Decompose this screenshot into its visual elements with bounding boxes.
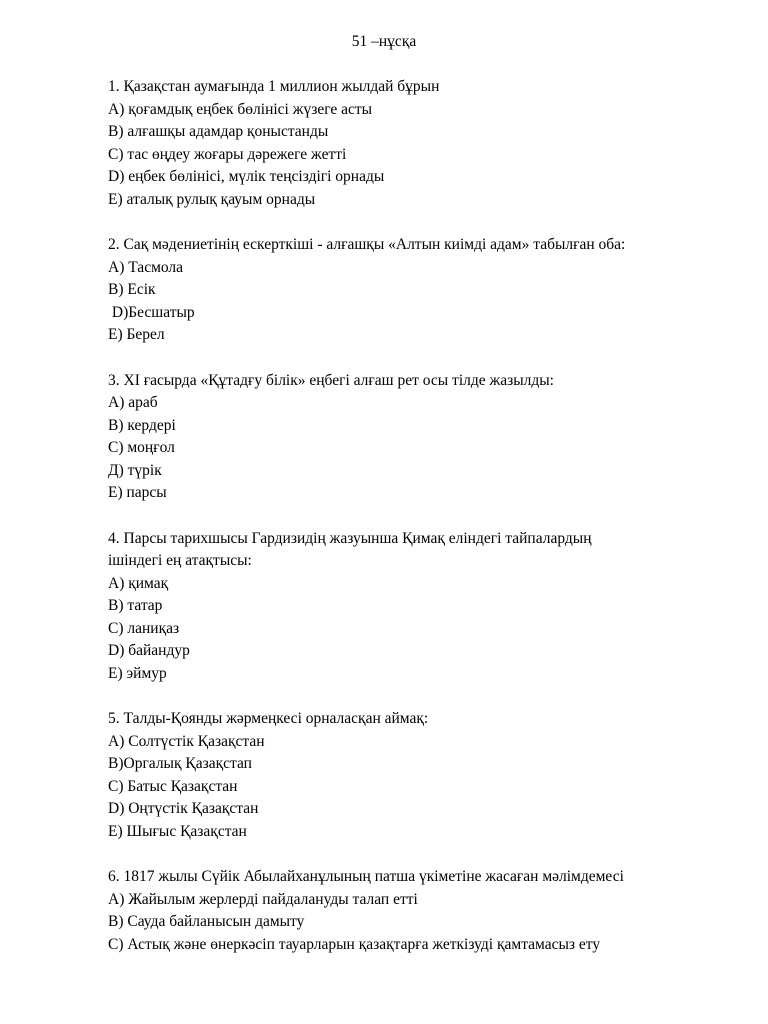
answer-option: B)Оргалық Қазақстап <box>108 755 252 772</box>
question-5 <box>108 708 728 843</box>
answer-option: A) Тасмола <box>108 258 184 276</box>
question-list <box>108 76 728 979</box>
answer-option: D)Бесшатыр <box>108 303 195 321</box>
answer-option: E) эймур <box>108 664 167 682</box>
answer-option: E) аталық рулық қауым орнады <box>108 190 316 208</box>
answer-option: C) Астық және өнеркәсіп тауарларын қазақтарға жеткізуді қамтамасыз ету <box>108 935 601 953</box>
question-4 <box>108 528 728 686</box>
answer-option: C) ланиқаз <box>108 619 180 637</box>
question-text: 4. Парсы тарихшысы Гардизидің жазуынша Қимақ еліндегі тайпалардың <box>108 529 592 547</box>
answer-option: B) татар <box>108 597 163 614</box>
answer-option: C) тас өңдеу жоғары дәрежеге жетті <box>108 145 347 163</box>
answer-option: C) Батыс Қазақстан <box>108 777 238 795</box>
answer-option: B) Сауда байланысын дамыту <box>108 913 305 930</box>
question-6 <box>108 866 728 956</box>
question-text: 1. Қазақстан аумағында 1 миллион жылдай бұрын <box>108 78 440 95</box>
answer-option: A) қоғамдық еңбек бөлінісі жүзеге асты <box>108 100 373 118</box>
answer-option: B) кердері <box>108 416 176 434</box>
answer-option: A) араб <box>108 394 158 411</box>
answer-option: A) қимақ <box>108 574 169 592</box>
question-text: 3. XI ғасырда «Құтадғу білік» еңбегі алғаш рет осы тілде жазылды: <box>108 371 554 389</box>
answer-option: D) Оңтүстік Қазақстан <box>108 800 259 817</box>
answer-option: A) Жайылым жерлерді пайдалануды талап етті <box>108 890 418 908</box>
question-text: 2. Сақ мәдениетінің ескерткіші - алғашқы «Алтын киімді адам» табылған оба: <box>108 236 626 253</box>
question-1 <box>108 76 728 211</box>
question-text-continued: ішіндегі ең атақтысы: <box>108 552 252 569</box>
question-text: 6. 1817 жылы Сүйік Абылайханұлының патша үкіметіне жасаған мәлімдемесі <box>108 868 624 885</box>
question-text: 5. Талды-Қоянды жәрмеңкесі орналасқан аймақ: <box>108 710 429 727</box>
answer-option: D) байандур <box>108 642 190 659</box>
answer-option: A) Солтүстік Қазақстан <box>108 732 265 750</box>
answer-option: E) парсы <box>108 484 167 501</box>
answer-option: B) алғашқы адамдар қоныстанды <box>108 123 329 140</box>
answer-option: B) Есік <box>108 281 156 298</box>
answer-option: Д) түрік <box>108 461 162 479</box>
question-2 <box>108 234 728 347</box>
variant-title: 51 –нұсқа <box>351 33 417 50</box>
answer-option: C) моңғол <box>108 439 175 456</box>
question-3 <box>108 370 728 505</box>
answer-option: E) Шығыс Қазақстан <box>108 822 247 840</box>
answer-option: D) еңбек бөлінісі, мүлік теңсіздігі орнады <box>108 168 385 185</box>
answer-option: E) Берел <box>108 326 165 343</box>
